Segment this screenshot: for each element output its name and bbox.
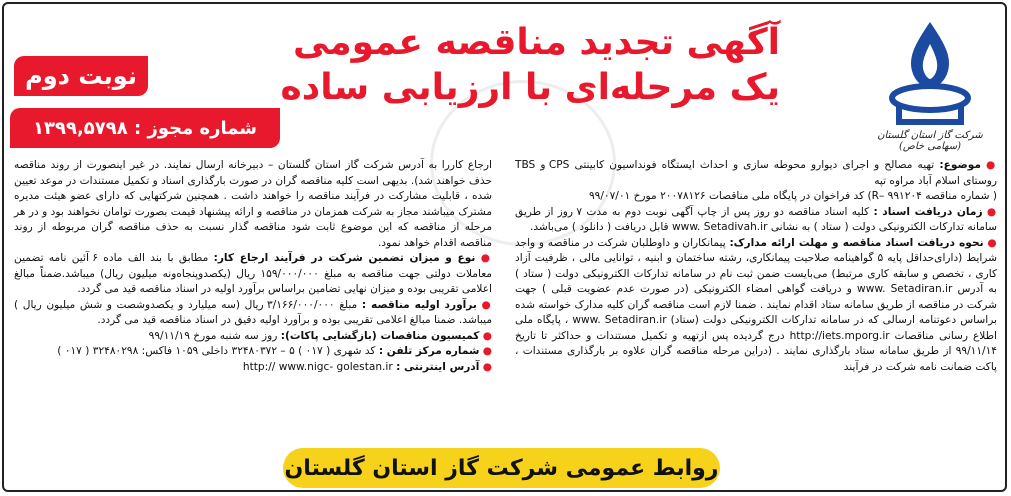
website-label: آدرس اینترنتی : — [396, 360, 480, 373]
commission-label: کمیسیون مناقصات (بازگشایی پاکات): — [280, 329, 480, 342]
estimate-text: مبلغ ۳/۱۶۶/۰۰۰/۰۰۰ ریال (سه میلیارد و یکصدوشصت و شش میلیون ریال ) میباشد. ضمنا مبالغ اعلامی تقریبی بوده و برآورد اولیه دقیق در اسناد مناقصه قید می گردد. — [14, 298, 492, 326]
submission-text: پیمانکاران و داوطلبان شرکت در مناقصه و واجد شرایط (دارای‌حداقل پایه ۵ گواهینامه صلاحیت پیمانکاری، رشته ساختمان و ابنیه ، توانایی مالی ، ظرفیت آزاد کاری ، تخصص و سابقه کاری مرتبط) می‌بایست ضمن ثبت نام در سامانه تدارکات الکترونیکی دولت ( ستاد ) به آدرس www. Setadiran.ir و دریافت گواهی امضاء الکترونیکی (در صورت عدم عضویت قبلی ) جهت شرکت در مناقصه از طریق سامانه ستاد اقدام نمایند . ضمنا لازم است مناقصه گران کلیه مدارک خواسته شده براساس دعوتنامه ارسالی که در سامانه تدارکات الکترونیکی دولت (ستاد) www. Setadiran.ir ، پایگاه ملی اطلاع رسانی مناقصات http://iets.mporg.ir درج گردیده پس ازتهیه و تکمیل مستندات و حداکثر تا تاریخ ۹۹/۱۱/۱۴ از طریق سامانه ستاد بارگذاری نمایند . (دراین مرحله مناقصه گران علاوه بر بارگذاری مستندات ، پاکت ضمانت نامه شرکت در فرآیند — [515, 236, 997, 373]
logo-caption: شرکت گاز استان گلستان (سهامی خاص) — [877, 130, 983, 152]
guarantee-paragraph — [14, 251, 492, 298]
subject-text: تهیه مصالح و اجرای دیوارو محوطه سازی و احداث ایستگاه فونداسیون کابینتی CPS و TBS روستای اسلام آباد مراوه تپه — [515, 159, 997, 187]
bullet-icon: ● — [481, 298, 492, 311]
bullet-icon: ● — [482, 345, 492, 357]
left-column — [14, 158, 492, 375]
bullet-icon: ● — [482, 360, 492, 373]
commission-paragraph — [14, 329, 492, 345]
permit-badge: شماره مجوز : ۱۳۹۹,۵۷۹۸ — [10, 108, 280, 148]
continuation-paragraph: ارجاع کاررا به آدرس شرکت گاز استان گلستان – دبیرخانه ارسال نمایند. در غیر اینصورت از روند مناقصه حذف خواهند شد). بدیهی است کلیه مناقصه گران در صورت بارگذاری اسناد و تکمیل مستندات در موعد تعیین شده ، قابلیت مشارکت در فرآیند مناقصه را خواهند داشت . همچنین شرکتهایی که دارای عضو هیئت مدیره مشترک میباشند مجاز به شرکت همزمان در مناقصه و ارائه پیشنهاد قیمت بصورت توامان نخواهند بود و در هر مرحله از مناقصه که این موضوع ثابت شود مناقصه گذار نسبت به حذف مناقصه گران مربوطه از روند مناقصه اقدام خواهد نمود. — [14, 159, 492, 249]
bullet-icon: ● — [986, 159, 998, 171]
subject-paragraph — [515, 158, 997, 189]
website-paragraph — [14, 360, 492, 376]
bullet-icon: ● — [987, 236, 997, 249]
tender-number-paragraph: ( شماره مناقصه R– ۹۹۱۲۰۴) کد فراخوان در پایگاه ملی مناقصات ۲۰۰۷۸۱۲۶ مورخ ۹۹/۰۷/۰۱ — [588, 190, 997, 202]
estimate-paragraph — [14, 298, 492, 329]
ad-subtitle: یک مرحله‌ای با ارزیابی ساده — [280, 67, 780, 108]
footer-banner: روابط عمومی شرکت گاز استان گلستان — [283, 448, 720, 488]
bullet-icon: ● — [482, 329, 492, 342]
guarantee-text: مطابق با بند الف ماده ۶ آئین نامه تضمین معاملات دولتی جهت مناقصه به مبلغ ۱۵۹/۰۰۰/۰۰۰ ریال (یکصدوپنجاه‌ونه میلیون ریال) میباشد.ضمناً مبالغ اعلامی تقریبی بوده و میزان نهایی تضامین براساس برآورد اولیه در اسناد مناقصه قید می گردد. — [14, 252, 492, 295]
bullet-icon: ● — [480, 252, 492, 264]
right-column — [515, 158, 997, 375]
guarantee-label: نوع و میزان تضمین شرکت در فرآیند ارجاع کار: — [213, 252, 476, 264]
phone-label: شماره مرکز تلفن : — [378, 345, 480, 357]
submission-label: نحوه دریافت اسناد مناقصه و مهلت ارائه مدارک: — [729, 236, 984, 249]
ad-title: آگهی تجدید مناقصه عمومی — [292, 22, 780, 63]
company-logo — [871, 18, 989, 168]
submission-paragraph — [515, 236, 997, 376]
commission-text: روز سه شنبه مورخ ۹۹/۱۱/۱۹ — [148, 329, 278, 342]
bullet-icon: ● — [986, 205, 997, 218]
phone-text: کد شهری ( ۰۱۷ ) ۵ – ۳۲۴۸۰۳۷۲ داخلی ۱۰۵۹ فاکس: ۳۲۴۸۰۲۹۸ ( ۰۱۷ ) — [57, 345, 376, 357]
turn-badge: نوبت دوم — [14, 56, 148, 96]
website-link[interactable]: http:// www.nigc- golestan.ir — [242, 360, 393, 373]
doc-time-label: زمان دریافت اسناد : — [873, 205, 983, 218]
doc-time-paragraph — [515, 205, 997, 236]
subject-label: موضوع: — [939, 159, 981, 171]
estimate-label: برآورد اولیه مناقصه : — [361, 298, 477, 311]
gas-company-logo-icon — [885, 18, 975, 128]
title-block — [280, 20, 780, 110]
phone-paragraph — [14, 344, 492, 360]
doc-time-text: کلیه اسناد مناقصه دو روز پس از چاپ آگهی نوبت دوم به مدت ۷ روز از طریق سامانه تدارکات الکترونیکی دولت ( ستاد ) به نشانی www. Setadivah.ir قابل دریافت ( دانلود ) می‌باشد. — [515, 205, 997, 233]
